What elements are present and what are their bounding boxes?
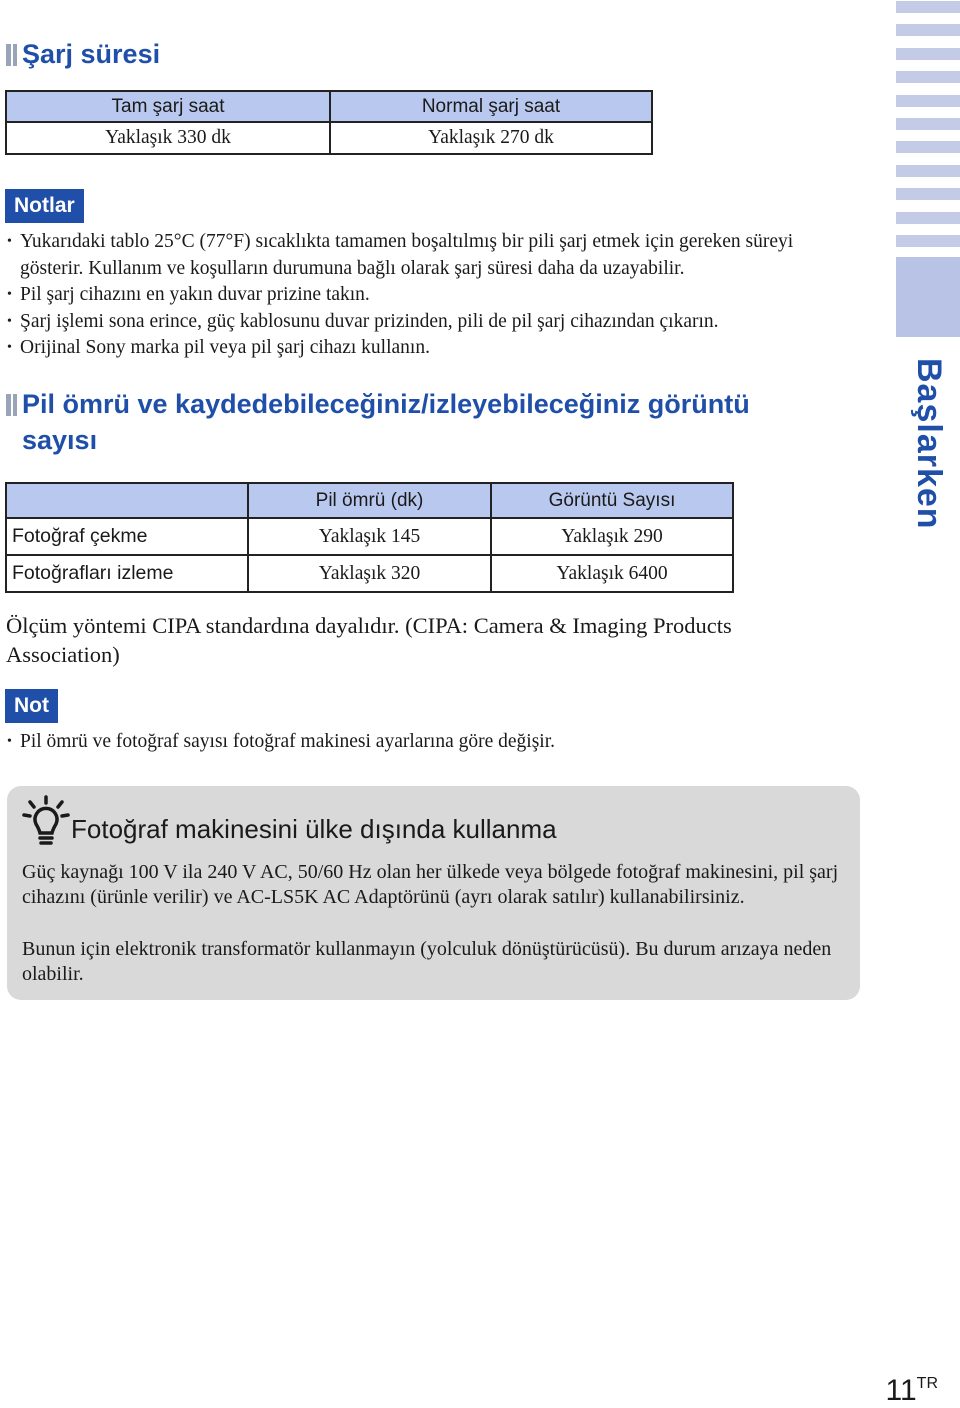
table-header [6,483,248,518]
lightbulb-icon [21,794,71,850]
list-item: • Şarj işlemi sona erince, güç kablosunu duvar prizinden, pili de pil şarj cihazından çıkarın. [6,309,846,336]
charging-time-table [5,90,653,155]
heading-marker [6,44,17,66]
table-row [6,518,733,555]
tip-box [7,786,860,1000]
page-number: $11^{TR}$ [885,1374,938,1407]
table-header: Normal şarj saat [330,91,652,122]
heading-marker [6,394,17,416]
list-item: • Orijinal Sony marka pil veya pil şarj cihazı kullanın. [6,335,846,362]
list-item: • Yukarıdaki tablo 25°C (77°F) sıcaklıkta tamamen boşaltılmış bir pili şarj etmek için gereken süreyi gösterir. Kullanım ve koşulların durumuna bağlı olarak şarj süresi daha da uzayabilir. [6,229,846,282]
table-cell: Fotoğraf çekme [6,518,248,555]
page-language: TR [916,1375,938,1392]
notes-list [6,229,846,362]
tip-title: Fotoğraf makinesini ülke dışında kullanma [71,814,557,844]
table-header: Görüntü Sayısı [491,483,733,518]
table-row [6,555,733,592]
table-cell: Yaklaşık 320 [248,555,491,592]
note-list [6,729,846,756]
tip-paragraph: Bunun için elektronik transformatör kullanmayın (yolculuk dönüştürücüsü). Bu durum arızaya neden olabilir. [22,938,832,985]
chapter-label: Başlarken [910,358,948,530]
battery-life-table [5,482,734,593]
tip-paragraph: Güç kaynağı 100 V ila 240 V AC, 50/60 Hz olan her ülkede veya bölgede fotoğraf makinesini, pil şarj cihazını (ürünle verilir) ve AC-LS5K AC Adaptörünü (ayrı olarak satılır) kullanabilirsiniz. [22,861,839,908]
table-cell: Yaklaşık 290 [491,518,733,555]
table-header: Tam şarj saat [6,91,330,122]
list-item: • Pil ömrü ve fotoğraf sayısı fotoğraf makinesi ayarlarına göre değişir. [6,729,846,756]
measurement-note: Ölçüm yöntemi CIPA standardına dayalıdır. (CIPA: Camera & Imaging Products Association) [6,613,732,667]
section-title-battery-life: Pil ömrü ve kaydedebileceğiniz/izleyebileceğiniz görüntü sayısı [6,386,846,458]
section-title-charging-time: Şarj süresi [6,36,160,72]
table-cell: Yaklaşık 270 dk [330,122,652,154]
table-cell: Yaklaşık 330 dk [6,122,330,154]
chapter-sidebar [896,0,960,258]
list-item: • Pil şarj cihazını en yakın duvar prizine takın. [6,282,846,309]
chapter-marker [896,257,960,337]
table-cell: Yaklaşık 145 [248,518,491,555]
notes-badge: Notlar [5,189,84,223]
table-cell: Fotoğrafları izleme [6,555,248,592]
note-badge: Not [5,689,58,723]
table-header: Pil ömrü (dk) [248,483,491,518]
table-cell: Yaklaşık 6400 [491,555,733,592]
